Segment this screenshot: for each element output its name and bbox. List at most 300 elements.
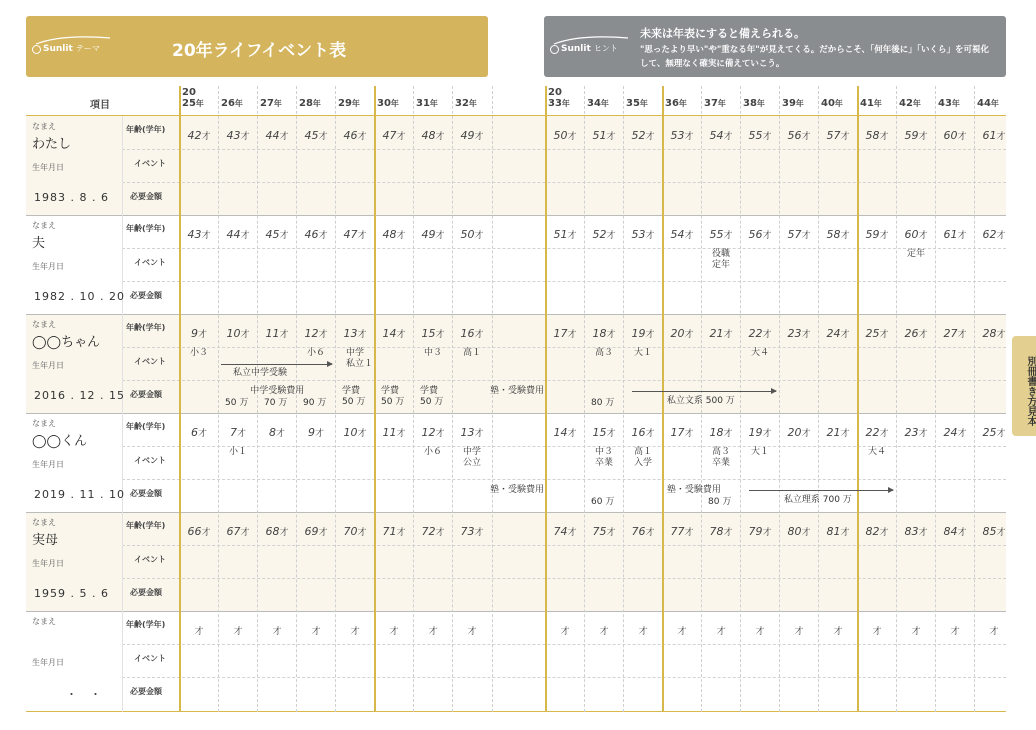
event-label: イベント bbox=[134, 357, 166, 366]
year-column-line bbox=[257, 86, 258, 712]
age-number: 20 bbox=[787, 426, 802, 439]
year-suffix: 年 bbox=[561, 99, 570, 108]
age-number: 21 bbox=[709, 327, 724, 340]
event-text: 中３ 卒業 bbox=[595, 447, 614, 468]
age-suffix: 才 bbox=[840, 528, 850, 538]
age-number: 50 bbox=[460, 228, 475, 241]
age-number: 28 bbox=[982, 327, 997, 340]
age-value bbox=[936, 228, 974, 241]
age-value bbox=[375, 327, 413, 340]
age-suffix: 才 bbox=[606, 231, 616, 241]
age-number: 7 bbox=[229, 426, 237, 439]
age-suffix: 才 bbox=[318, 528, 328, 538]
age-number: 52 bbox=[592, 228, 607, 241]
year-column-line bbox=[374, 86, 376, 712]
sunlit-logo: Sunlit ヒント bbox=[550, 40, 640, 60]
year-number: 43 bbox=[938, 98, 952, 109]
year-header bbox=[626, 98, 648, 109]
age-suffix: 才 bbox=[879, 231, 889, 241]
age-value bbox=[546, 624, 584, 637]
age-value bbox=[219, 129, 257, 142]
age-value bbox=[975, 228, 1013, 241]
age-suffix: 才 bbox=[911, 627, 921, 637]
age-value bbox=[546, 426, 584, 439]
age-suffix: 才 bbox=[357, 132, 367, 142]
age-value bbox=[297, 129, 335, 142]
name-label: なまえ bbox=[32, 617, 56, 626]
age-number: 27 bbox=[943, 327, 958, 340]
year-column-line bbox=[974, 86, 975, 712]
sub-rule bbox=[122, 149, 1006, 150]
age-suffix: 才 bbox=[723, 330, 733, 340]
age-suffix: 才 bbox=[755, 627, 765, 637]
event-text: 大４ bbox=[751, 348, 770, 358]
person-name: 実母 bbox=[32, 533, 59, 548]
age-value bbox=[624, 129, 662, 142]
age-number: 71 bbox=[382, 525, 397, 538]
sub-rule bbox=[122, 248, 1006, 249]
age-suffix: 才 bbox=[762, 528, 772, 538]
age-value bbox=[741, 228, 779, 241]
age-suffix: 才 bbox=[357, 330, 367, 340]
age-value bbox=[375, 129, 413, 142]
label-divider bbox=[122, 116, 123, 712]
amount-note: 私立文系 500 万 bbox=[666, 396, 735, 406]
age-suffix: 才 bbox=[428, 627, 438, 637]
amount-note: 中学受験費用 bbox=[250, 386, 305, 396]
amount-text: 90 万 bbox=[303, 398, 327, 408]
year-number: 26 bbox=[221, 98, 235, 109]
age-value bbox=[663, 129, 701, 142]
age-value bbox=[702, 624, 740, 637]
age-suffix: 才 bbox=[684, 231, 694, 241]
age-number: 85 bbox=[982, 525, 997, 538]
amount-label: 必要金額 bbox=[130, 588, 162, 597]
bottom-rule bbox=[26, 711, 1006, 712]
age-value bbox=[219, 426, 257, 439]
age-number: 45 bbox=[265, 228, 280, 241]
year-header bbox=[938, 98, 960, 109]
age-number: 49 bbox=[421, 228, 436, 241]
age-value bbox=[336, 525, 374, 538]
age-suffix: 才 bbox=[801, 528, 811, 538]
year-number: 33 bbox=[548, 98, 562, 109]
age-suffix: 才 bbox=[240, 231, 250, 241]
amount-text: 学費 50 万 bbox=[342, 386, 366, 407]
age-suffix: 才 bbox=[801, 132, 811, 142]
age-value bbox=[897, 228, 935, 241]
age-value bbox=[453, 525, 491, 538]
age-number: 47 bbox=[343, 228, 358, 241]
header-rule bbox=[26, 115, 1006, 116]
age-value bbox=[897, 327, 935, 340]
year-suffix: 年 bbox=[195, 99, 204, 108]
age-number: 72 bbox=[421, 525, 436, 538]
birth-date: 1959 . 5 . 6 bbox=[34, 587, 109, 600]
age-suffix: 才 bbox=[435, 330, 445, 340]
age-value bbox=[936, 624, 974, 637]
age-number: 60 bbox=[904, 228, 919, 241]
age-suffix: 才 bbox=[350, 627, 360, 637]
age-value bbox=[546, 129, 584, 142]
year-number: 30 bbox=[377, 98, 391, 109]
age-suffix: 才 bbox=[645, 429, 655, 439]
age-number: 46 bbox=[304, 228, 319, 241]
age-value bbox=[414, 426, 452, 439]
year-suffix: 年 bbox=[717, 99, 726, 108]
age-suffix: 才 bbox=[194, 627, 204, 637]
age-value bbox=[414, 327, 452, 340]
age-value bbox=[297, 525, 335, 538]
age-value bbox=[219, 228, 257, 241]
age-value bbox=[624, 327, 662, 340]
age-suffix: 才 bbox=[606, 132, 616, 142]
age-value bbox=[453, 426, 491, 439]
year-suffix: 年 bbox=[873, 99, 882, 108]
age-suffix: 才 bbox=[236, 429, 246, 439]
age-number: 58 bbox=[865, 129, 880, 142]
age-number: 56 bbox=[748, 228, 763, 241]
age-value bbox=[258, 129, 296, 142]
age-suffix: 才 bbox=[840, 231, 850, 241]
year-header bbox=[977, 98, 999, 109]
side-tab-sample[interactable]: 別冊書き方見本 bbox=[1012, 336, 1036, 436]
age-value bbox=[375, 525, 413, 538]
year-suffix: 年 bbox=[912, 99, 921, 108]
event-text: 大４ bbox=[868, 447, 887, 457]
year-header bbox=[416, 98, 438, 109]
age-number: 52 bbox=[631, 129, 646, 142]
age-value bbox=[585, 525, 623, 538]
age-suffix: 才 bbox=[989, 627, 999, 637]
age-value bbox=[336, 426, 374, 439]
age-number: 15 bbox=[421, 327, 436, 340]
age-number: 17 bbox=[670, 426, 685, 439]
age-value bbox=[702, 327, 740, 340]
age-suffix: 才 bbox=[950, 627, 960, 637]
year-number: 31 bbox=[416, 98, 430, 109]
age-number: 58 bbox=[826, 228, 841, 241]
age-number: 67 bbox=[226, 525, 241, 538]
age-value bbox=[258, 525, 296, 538]
person-name: ◯◯ちゃん bbox=[32, 335, 101, 350]
amount-label: 必要金額 bbox=[130, 687, 162, 696]
age-value bbox=[897, 525, 935, 538]
age-suffix: 才 bbox=[684, 528, 694, 538]
age-suffix: 才 bbox=[645, 231, 655, 241]
age-suffix: 才 bbox=[233, 627, 243, 637]
age-suffix: 才 bbox=[197, 429, 207, 439]
age-value bbox=[180, 129, 218, 142]
year-suffix: 年 bbox=[951, 99, 960, 108]
age-suffix: 才 bbox=[396, 231, 406, 241]
amount-arrow bbox=[749, 490, 893, 491]
age-suffix: 才 bbox=[279, 528, 289, 538]
age-value bbox=[663, 525, 701, 538]
age-value bbox=[258, 426, 296, 439]
year-header bbox=[782, 98, 804, 109]
age-suffix: 才 bbox=[318, 330, 328, 340]
age-suffix: 才 bbox=[357, 528, 367, 538]
age-suffix: 才 bbox=[645, 528, 655, 538]
year-suffix: 年 bbox=[234, 99, 243, 108]
event-note: 私立中学受験 bbox=[233, 368, 288, 378]
age-number: 53 bbox=[631, 228, 646, 241]
age-value bbox=[936, 327, 974, 340]
age-suffix: 才 bbox=[435, 528, 445, 538]
age-value bbox=[336, 327, 374, 340]
year-number: 37 bbox=[704, 98, 718, 109]
age-value bbox=[546, 525, 584, 538]
birth-date: 1982 . 10 . 20 bbox=[34, 290, 125, 303]
age-number: 80 bbox=[787, 525, 802, 538]
age-suffix: 才 bbox=[996, 528, 1006, 538]
age-suffix: 才 bbox=[357, 429, 367, 439]
event-text: 役職 定年 bbox=[712, 249, 731, 270]
age-value bbox=[414, 228, 452, 241]
name-label: なまえ bbox=[32, 122, 56, 131]
year-prefix: 20 bbox=[182, 87, 196, 98]
age-value bbox=[702, 129, 740, 142]
age-suffix: 才 bbox=[474, 330, 484, 340]
age-value bbox=[585, 624, 623, 637]
year-number: 41 bbox=[860, 98, 874, 109]
age-suffix: 才 bbox=[396, 528, 406, 538]
age-suffix: 才 bbox=[606, 528, 616, 538]
year-suffix: 年 bbox=[390, 99, 399, 108]
year-number: 42 bbox=[899, 98, 913, 109]
age-number: 78 bbox=[709, 525, 724, 538]
age-number: 62 bbox=[982, 228, 997, 241]
age-number: 23 bbox=[787, 327, 802, 340]
age-value bbox=[858, 525, 896, 538]
age-value bbox=[624, 624, 662, 637]
age-suffix: 才 bbox=[567, 132, 577, 142]
age-number: 82 bbox=[865, 525, 880, 538]
age-value bbox=[414, 129, 452, 142]
age-suffix: 才 bbox=[567, 231, 577, 241]
age-suffix: 才 bbox=[240, 132, 250, 142]
age-number: 21 bbox=[826, 426, 841, 439]
age-value bbox=[780, 624, 818, 637]
age-value bbox=[663, 624, 701, 637]
birth-label: 生年月日 bbox=[32, 262, 64, 271]
year-header bbox=[260, 98, 282, 109]
age-number: 25 bbox=[865, 327, 880, 340]
amount-text: 80 万 bbox=[591, 398, 615, 408]
amount-text: 学費 50 万 bbox=[381, 386, 405, 407]
age-value bbox=[897, 426, 935, 439]
age-suffix: 才 bbox=[357, 231, 367, 241]
birth-date: 2016 . 12 . 15 bbox=[34, 389, 125, 402]
age-value bbox=[546, 228, 584, 241]
age-suffix: 才 bbox=[606, 429, 616, 439]
year-column-line bbox=[623, 86, 624, 712]
amount-note: 私立理系 700 万 bbox=[783, 495, 852, 505]
age-value bbox=[975, 129, 1013, 142]
age-suffix: 才 bbox=[957, 330, 967, 340]
age-number: 44 bbox=[226, 228, 241, 241]
age-suffix: 才 bbox=[723, 528, 733, 538]
amount-text: 50 万 bbox=[225, 398, 249, 408]
age-value bbox=[546, 327, 584, 340]
age-value bbox=[858, 426, 896, 439]
year-number: 38 bbox=[743, 98, 757, 109]
age-suffix: 才 bbox=[396, 330, 406, 340]
age-suffix: 才 bbox=[918, 231, 928, 241]
year-number: 29 bbox=[338, 98, 352, 109]
age-value bbox=[819, 426, 857, 439]
age-number: 46 bbox=[343, 129, 358, 142]
year-suffix: 年 bbox=[312, 99, 321, 108]
age-suffix: 才 bbox=[957, 132, 967, 142]
amount-note: 塾・受験費用 bbox=[666, 485, 721, 495]
year-suffix: 年 bbox=[639, 99, 648, 108]
age-suffix: 才 bbox=[996, 132, 1006, 142]
year-number: 32 bbox=[455, 98, 469, 109]
amount-label: 必要金額 bbox=[130, 390, 162, 399]
age-value bbox=[585, 426, 623, 439]
age-value bbox=[741, 129, 779, 142]
age-number: 54 bbox=[709, 129, 724, 142]
birth-date: ・ ・ bbox=[66, 688, 102, 701]
age-suffix: 才 bbox=[318, 132, 328, 142]
age-number: 84 bbox=[943, 525, 958, 538]
age-value bbox=[975, 624, 1013, 637]
event-text: 定年 bbox=[907, 249, 926, 259]
year-header bbox=[704, 98, 726, 109]
age-number: 83 bbox=[904, 525, 919, 538]
age-number: 59 bbox=[904, 129, 919, 142]
age-suffix: 才 bbox=[240, 330, 250, 340]
age-value bbox=[858, 129, 896, 142]
age-suffix: 才 bbox=[567, 330, 577, 340]
sub-rule bbox=[122, 182, 1006, 183]
sub-rule bbox=[122, 479, 1006, 480]
age-value bbox=[858, 624, 896, 637]
amount-arrow bbox=[632, 391, 776, 392]
age-suffix: 才 bbox=[314, 429, 324, 439]
age-value bbox=[780, 426, 818, 439]
age-number: 61 bbox=[982, 129, 997, 142]
year-number: 44 bbox=[977, 98, 991, 109]
age-value bbox=[819, 624, 857, 637]
sub-rule bbox=[122, 380, 1006, 381]
age-value bbox=[585, 129, 623, 142]
age-value bbox=[258, 327, 296, 340]
year-column-line bbox=[896, 86, 897, 712]
year-column-line bbox=[857, 86, 859, 712]
page-title: 20年ライフイベント表 bbox=[172, 41, 347, 61]
age-suffix: 才 bbox=[567, 429, 577, 439]
year-column-line bbox=[935, 86, 936, 712]
age-value bbox=[624, 228, 662, 241]
age-suffix: 才 bbox=[723, 132, 733, 142]
age-value bbox=[663, 228, 701, 241]
year-header bbox=[221, 98, 243, 109]
age-value bbox=[453, 624, 491, 637]
age-number: 26 bbox=[904, 327, 919, 340]
age-value bbox=[663, 327, 701, 340]
age-value bbox=[219, 525, 257, 538]
age-number: 73 bbox=[460, 525, 475, 538]
year-divider bbox=[545, 86, 547, 712]
age-label: 年齢(学年) bbox=[126, 224, 166, 233]
age-suffix: 才 bbox=[716, 627, 726, 637]
age-number: 24 bbox=[826, 327, 841, 340]
age-number: 11 bbox=[265, 327, 280, 340]
age-value bbox=[180, 525, 218, 538]
age-number: 76 bbox=[631, 525, 646, 538]
age-value bbox=[453, 327, 491, 340]
age-suffix: 才 bbox=[606, 330, 616, 340]
event-text: 中３ bbox=[424, 348, 443, 358]
year-column-line bbox=[584, 86, 585, 712]
event-text: 大１ bbox=[634, 348, 653, 358]
age-suffix: 才 bbox=[762, 231, 772, 241]
age-value bbox=[375, 228, 413, 241]
age-label: 年齢(学年) bbox=[126, 323, 166, 332]
age-value bbox=[741, 624, 779, 637]
age-value bbox=[375, 624, 413, 637]
amount-note: 塾・受験費用 bbox=[490, 386, 545, 396]
age-suffix: 才 bbox=[645, 330, 655, 340]
age-value bbox=[180, 228, 218, 241]
year-column-line bbox=[452, 86, 453, 712]
age-value bbox=[414, 525, 452, 538]
age-number: 45 bbox=[304, 129, 319, 142]
age-value bbox=[780, 327, 818, 340]
age-suffix: 才 bbox=[677, 627, 687, 637]
age-suffix: 才 bbox=[801, 330, 811, 340]
age-number: 6 bbox=[190, 426, 198, 439]
age-suffix: 才 bbox=[567, 528, 577, 538]
age-value bbox=[219, 624, 257, 637]
age-number: 8 bbox=[268, 426, 276, 439]
age-value bbox=[180, 327, 218, 340]
age-label: 年齢(学年) bbox=[126, 125, 166, 134]
age-number: 42 bbox=[187, 129, 202, 142]
event-text: 大１ bbox=[751, 447, 770, 457]
age-value bbox=[297, 228, 335, 241]
age-number: 48 bbox=[421, 129, 436, 142]
age-suffix: 才 bbox=[435, 132, 445, 142]
sub-rule bbox=[122, 347, 1006, 348]
amount-text: 80 万 bbox=[708, 497, 732, 507]
amount-label: 必要金額 bbox=[130, 192, 162, 201]
age-value bbox=[858, 327, 896, 340]
age-suffix: 才 bbox=[435, 429, 445, 439]
age-suffix: 才 bbox=[396, 429, 406, 439]
sub-rule bbox=[122, 578, 1006, 579]
age-number: 19 bbox=[748, 426, 763, 439]
age-label: 年齢(学年) bbox=[126, 620, 166, 629]
event-label: イベント bbox=[134, 258, 166, 267]
year-column-line bbox=[492, 86, 493, 712]
year-suffix: 年 bbox=[468, 99, 477, 108]
age-number: 69 bbox=[304, 525, 319, 538]
row-rule bbox=[26, 512, 1006, 513]
age-suffix: 才 bbox=[279, 330, 289, 340]
age-value bbox=[624, 525, 662, 538]
age-suffix: 才 bbox=[762, 330, 772, 340]
age-number: 47 bbox=[382, 129, 397, 142]
year-column-line bbox=[413, 86, 414, 712]
year-number: 27 bbox=[260, 98, 274, 109]
age-suffix: 才 bbox=[684, 429, 694, 439]
event-text: 中学 公立 bbox=[463, 447, 482, 468]
age-value bbox=[453, 228, 491, 241]
